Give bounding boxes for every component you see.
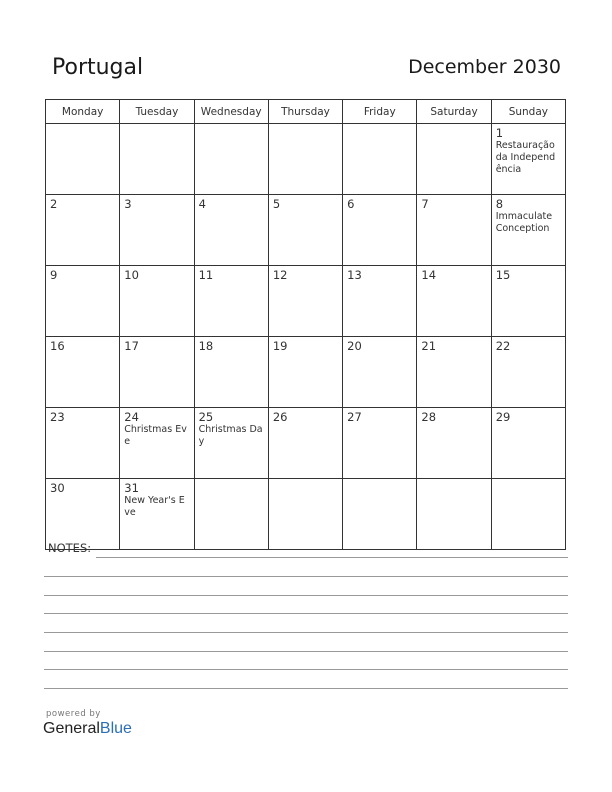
day-cell: [491, 195, 565, 266]
day-number: 10: [124, 268, 139, 282]
notes-line: [44, 576, 568, 577]
day-number: 7: [421, 197, 429, 211]
day-number: 17: [124, 339, 139, 353]
day-cell: [417, 266, 491, 337]
brand-general: General: [43, 720, 100, 737]
day-number: 24: [124, 410, 139, 424]
day-cell: [268, 266, 342, 337]
day-cell: [120, 124, 194, 195]
week-row: [46, 266, 566, 337]
day-cell: [417, 195, 491, 266]
notes-line: [96, 557, 568, 558]
brand-logo[interactable]: [43, 720, 132, 738]
day-number: 20: [347, 339, 362, 353]
day-number: 3: [124, 197, 132, 211]
day-number: 6: [347, 197, 355, 211]
powered-by-text: powered by: [46, 709, 101, 719]
holiday-label: Christmas Eve: [124, 424, 187, 447]
day-number: 30: [50, 481, 65, 495]
day-number: 23: [50, 410, 65, 424]
day-number: 25: [198, 410, 214, 424]
day-cell: [46, 195, 120, 266]
notes-line: [44, 651, 568, 652]
day-cell: [46, 124, 120, 195]
day-cell: [120, 266, 194, 337]
day-cell: [268, 337, 342, 408]
notes-line: [44, 613, 568, 614]
day-number: 12: [272, 268, 288, 282]
day-cell: [491, 124, 565, 195]
day-cell: [194, 124, 268, 195]
day-number: 19: [272, 339, 288, 353]
day-cell: [194, 408, 268, 479]
day-cell: [268, 479, 342, 550]
day-number: 29: [495, 410, 511, 424]
day-number: 11: [198, 268, 214, 282]
day-cell: [46, 479, 120, 550]
day-number: 16: [50, 339, 65, 353]
day-cell: [417, 408, 491, 479]
day-number: 9: [50, 268, 58, 282]
weekday-sunday: Sunday: [491, 100, 565, 124]
day-cell: [46, 408, 120, 479]
day-number: 26: [272, 410, 288, 424]
day-cell: [120, 408, 194, 479]
day-number: 28: [421, 410, 437, 424]
day-cell: [194, 337, 268, 408]
notes-line: [44, 688, 568, 689]
day-cell: [120, 337, 194, 408]
week-row: [46, 479, 566, 550]
day-cell: [343, 266, 417, 337]
weekday-wednesday: Wednesday: [194, 100, 268, 124]
weekday-friday: Friday: [343, 100, 417, 124]
day-number: 18: [198, 339, 214, 353]
day-cell: [194, 195, 268, 266]
day-cell: [46, 266, 120, 337]
notes-line: [44, 595, 568, 596]
weekday-saturday: Saturday: [417, 100, 491, 124]
notes-line: [44, 669, 568, 670]
day-number: 2: [50, 197, 58, 211]
notes-line: [44, 632, 568, 633]
week-row: [46, 408, 566, 479]
month-title: December 2030: [408, 56, 561, 78]
day-cell: [194, 479, 268, 550]
calendar-body: [46, 124, 566, 550]
day-cell: [194, 266, 268, 337]
weekday-thursday: Thursday: [268, 100, 342, 124]
weekday-monday: Monday: [46, 100, 120, 124]
day-number: 13: [347, 268, 362, 282]
country-title: Portugal: [52, 55, 144, 80]
holiday-label: Christmas Day: [198, 424, 263, 447]
notes-label: NOTES:: [48, 541, 92, 555]
day-number: 27: [347, 410, 362, 424]
day-cell: [343, 479, 417, 550]
day-number: 22: [495, 339, 511, 353]
day-cell: [491, 266, 565, 337]
day-number: 31: [124, 481, 139, 495]
day-cell: [46, 337, 120, 408]
day-cell: [268, 124, 342, 195]
day-cell: [343, 124, 417, 195]
day-cell: [120, 479, 194, 550]
day-cell: [343, 195, 417, 266]
day-cell: [268, 195, 342, 266]
day-number: 14: [421, 268, 437, 282]
day-cell: [417, 124, 491, 195]
day-cell: [417, 479, 491, 550]
day-number: 15: [495, 268, 511, 282]
day-number: 1: [495, 126, 504, 140]
day-cell: [491, 337, 565, 408]
day-cell: [120, 195, 194, 266]
day-cell: [491, 479, 565, 550]
day-cell: [417, 337, 491, 408]
day-number: 5: [272, 197, 281, 211]
holiday-label: New Year's Eve: [124, 495, 185, 518]
brand-blue: Blue: [99, 720, 132, 737]
week-row: [46, 124, 566, 195]
day-number: 21: [421, 339, 437, 353]
holiday-label: Restauração da Independência: [495, 140, 556, 175]
week-row: [46, 195, 566, 266]
day-cell: [343, 337, 417, 408]
weekday-tuesday: Tuesday: [120, 100, 194, 124]
week-row: [46, 337, 566, 408]
day-cell: [268, 408, 342, 479]
calendar-grid: [45, 99, 566, 550]
day-number: 8: [495, 197, 504, 211]
day-number: 4: [198, 197, 206, 211]
day-cell: [491, 408, 565, 479]
holiday-label: Immaculate Conception: [495, 211, 553, 234]
weekday-header-row: [46, 100, 566, 124]
day-cell: [343, 408, 417, 479]
